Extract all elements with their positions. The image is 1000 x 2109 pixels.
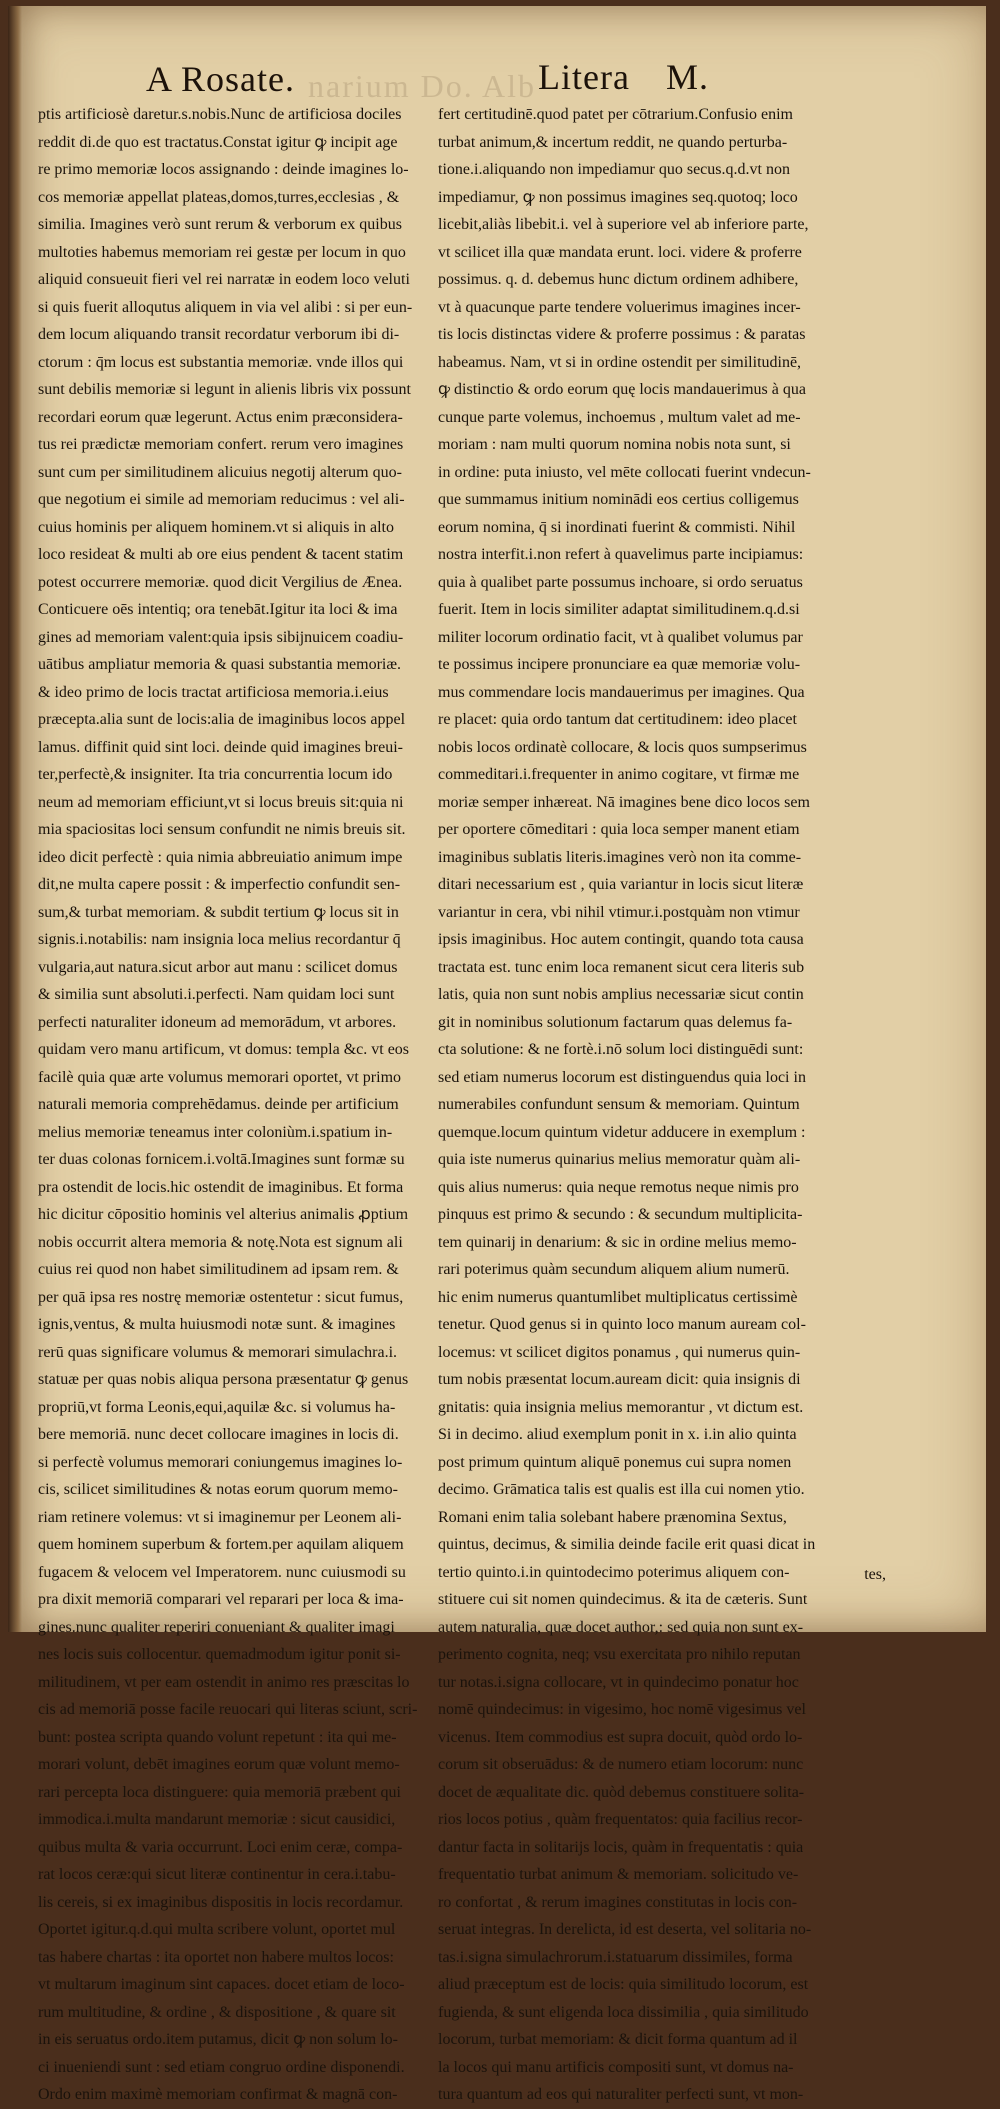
text-line: nes locis suis collocentur. quemadmodum igitur ponit si- — [38, 1646, 401, 1663]
text-line: signis.i.notabilis: nam insignia loca melius recordantur q̄ — [38, 931, 401, 948]
text-line: multoties habemus memoriam rei gestæ per locum in quo — [38, 243, 406, 261]
text-line: loco resideat & multi ab ore eius pendent & tacent statim — [38, 546, 404, 563]
text-line: perimento cognita, neq; vsu exercitata pro nihilo reputan — [438, 1646, 801, 1663]
text-line: ipsis imaginibus. Hoc autem contingit, quando tota causa — [438, 931, 804, 948]
text-line: ctorum : q̄m locus est substantia memoriæ. vnde illos qui — [38, 353, 404, 371]
text-line: corum sit obseruādus: & de numero etiam locorum: nunc — [438, 1756, 804, 1773]
left-text-column — [38, 101, 430, 2109]
text-line: latis, quia non sunt nobis amplius necessariæ sicut contin — [438, 986, 804, 1003]
text-line: recordari eorum quæ legerunt. Actus enim præconsidera- — [38, 408, 403, 426]
text-line: riam retinere volemus: vt si imaginemur per Leonem ali- — [38, 1508, 402, 1526]
text-line: militudinem, vt per eam ostendit in animo res præscitas lo — [38, 1673, 410, 1691]
text-line: imaginibus sublatis literis.imagines verò non ita comme- — [438, 848, 802, 866]
text-line: vt scilicet illa quæ mandata erunt. loci. videre & proferre — [438, 243, 802, 261]
text-line: ter duas colonas fornicem.i.voltā.Imagines sunt formæ su — [38, 1151, 405, 1168]
running-header — [8, 46, 986, 106]
text-line: ter,perfectè,& insigniter. Ita tria concurrentia locum ido — [38, 766, 393, 783]
text-line: possimus. q. d. debemus hunc dictum ordinem adhibere, — [438, 271, 799, 288]
text-line: si perfectè volumus memorari coniungemus imagines lo- — [38, 1453, 403, 1471]
text-line: morari volunt, debēt imagines eorum quæ volunt memo- — [38, 1756, 400, 1773]
text-line: ro confortat , & rerum imagines constitutas in locis con- — [438, 1893, 798, 1911]
text-line: gines.nunc qualiter reperiri conueniant & qualiter imagi — [38, 1618, 395, 1636]
text-line: ci inueniendi sunt : sed etiam congruo ordine disponendi. — [38, 2058, 405, 2076]
text-line: re primo memoriæ locos assignando : deinde imagines lo- — [38, 161, 409, 178]
text-line: nostra interfit.i.non refert à quavelimus parte incipiamus: — [438, 546, 804, 563]
header-left-title: A Rosate. — [146, 59, 295, 99]
text-line: Ordo enim maximè memoriam confirmat & magnā con- — [38, 2086, 398, 2103]
text-line: rat locos ceræ:qui sicut literæ continentur in cera.i.tabu- — [38, 1866, 396, 1883]
text-line: frequentatio turbat animum & memoriam. solicitudo ve- — [438, 1866, 799, 1883]
text-line: tis locis distinctas videre & proferre possimus : & paratas — [438, 326, 806, 343]
text-line: moriæ semper inhæreat. Nā imagines bene dico locos sem — [438, 793, 810, 811]
text-line: Si in decimo. aliud exemplum ponit in x. i.in alio quinta — [438, 1426, 797, 1443]
text-line: fert certitudinē.quod patet per cōtrarium.Confusio enim — [438, 106, 793, 123]
text-line: cta solutione: & ne fortè.i.nō solum loci distinguēdi sunt: — [438, 1041, 804, 1058]
text-line: quibus multa & varia occurrunt. Loci enim ceræ, compa- — [38, 1838, 403, 1856]
text-line: stituere cui sit nomen quindecimus. & ita de cæteris. Sunt — [438, 1591, 808, 1608]
header-right-word: Litera — [538, 57, 630, 97]
text-line: pra ostendit de locis.hic ostendit de imaginibus. Et forma — [38, 1178, 404, 1196]
text-line: bere memoriā. nunc decet collocare imagines in locis di. — [38, 1426, 399, 1443]
text-line: cis, scilicet similitudines & notas eorum quorum memo- — [38, 1481, 398, 1498]
text-line: tur notas.i.signa collocare, vt in quindecimo ponatur hoc — [438, 1673, 799, 1691]
text-line: tem quinarij in denarium: & sic in ordine melius memo- — [438, 1233, 797, 1251]
text-line: rios locos potius , quàm frequentatos: quia facilius recor- — [438, 1811, 803, 1828]
text-line: commeditari.i.frequenter in animo cogitare, vt firmæ me — [438, 766, 800, 783]
text-line: tas.i.signa simulachrorum.i.statuarum dissimiles, forma — [438, 1948, 793, 1966]
text-line: ignis,ventus, & multa huiusmodi notæ sunt. & imagines — [38, 1316, 396, 1333]
text-line: rum multitudine, & ordine , & dispositione , & quare sit — [38, 2003, 396, 2021]
text-line: & similia sunt absoluti.i.perfecti. Nam quidam loci sunt — [38, 986, 395, 1003]
text-line: si quis fuerit alloqutus aliquem in via vel alibi : si per eun- — [38, 298, 413, 316]
text-line: sunt debilis memoriæ si legunt in alienis libris vix possunt — [38, 381, 411, 398]
text-line: te possimus incipere pronunciare ea quæ memoriæ volu- — [438, 656, 801, 673]
text-line: tertio quinto.i.in quintodecimo poterimus aliquem con- — [438, 1563, 790, 1581]
text-line: similia. Imagines verò sunt rerum & verborum ex quibus — [38, 216, 402, 233]
text-line: ditari necessarium est , quia variantur in locis sicut literæ — [438, 876, 804, 893]
text-line: militer locorum ordinatio facit, vt à qualibet volumus par — [438, 628, 803, 646]
text-line: quia iste numerus quinarius melius memoratur quàm ali- — [438, 1151, 801, 1168]
text-line: la locos qui manu artificis compositi sunt, vt domus na- — [438, 2058, 794, 2076]
text-line: impediamur, ꝙ non possimus imagines seq.quotoq; loco — [438, 188, 798, 206]
text-line: cis ad memoriā posse facile reuocari qui literas sciunt, scri- — [38, 1701, 418, 1718]
text-line: habeamus. Nam, vt si in ordine ostendit per similitudinē, — [438, 353, 802, 371]
text-line: rari percepta loca distinguere: quia memoriā præbent qui — [38, 1783, 401, 1801]
text-line: quemque.locum quintum videtur adducere in exemplum : — [438, 1123, 806, 1141]
text-line: quidam vero manu artificum, vt domus: templa &c. vt eos — [38, 1041, 410, 1058]
text-line: git in nominibus solutionum factarum quas delemus fa- — [438, 1013, 793, 1031]
bleed-through-text: narium Do. Alb — [308, 68, 536, 104]
text-line: tus rei prædictæ memoriam confert. rerum vero imagines — [38, 436, 404, 453]
text-line: ptis artificiosè daretur.s.nobis.Nunc de artificiosa dociles — [38, 106, 402, 123]
text-line: cuius rei quod non habet similitudinem ad ipsam rem. & — [38, 1261, 399, 1278]
text-line: ideo dicit perfectè : quia nimia abbreuiatio animum impe — [38, 848, 403, 866]
text-line: hic enim numerus quantumlibet multiplicatus certissimè — [438, 1288, 798, 1306]
text-line: fugacem & velocem vel Imperatorem. nunc cuiusmodi su — [38, 1563, 406, 1581]
text-line: sunt cum per similitudinem alicuius negotij alterum quo- — [38, 463, 402, 481]
text-line: variantur in cera, vbi nihil vtimur.i.postquàm non vtimur — [438, 903, 800, 921]
text-line: dit,ne multa capere possit : & imperfectio confundit sen- — [38, 876, 401, 893]
text-line: fugienda, & sunt eligenda loca dissimilia , quia similitudo — [438, 2003, 809, 2021]
text-line: pra dixit memoriā comparari vel reparari per loca & ima- — [38, 1591, 404, 1608]
text-line: Romani enim talia solebant habere prænomina Sextus, — [438, 1508, 787, 1526]
text-line: cunque parte volemus, inchoemus , multum valet ad me- — [438, 408, 801, 426]
text-line: in eis seruatus ordo.item putamus, dicit ꝙ non solum lo- — [38, 2031, 398, 2048]
text-line: locemus: vt scilicet digitos ponamus , qui numerus quin- — [438, 1343, 801, 1361]
text-line: quem hominem superbum & fortem.per aquilam aliquem — [38, 1536, 404, 1553]
text-line: rari poterimus quàm secundum aliquem alium numerū. — [438, 1261, 790, 1278]
text-line: per oportere cōmeditari : quia loca semper manent etiam — [438, 821, 800, 838]
text-line: docet de æqualitate dic. quòd debemus constituere solita- — [438, 1783, 805, 1801]
text-line: tractata est. tunc enim loca remanent sicut cera literis sub — [438, 958, 805, 976]
text-line: lis cereis, si ex imaginibus dispositis in locis recordamur. — [38, 1893, 404, 1911]
text-line: mia spaciositas loci sensum confundit ne nimis breuis sit. — [38, 821, 406, 838]
text-line: quintus, decimus, & similia deinde facile erit quasi dicat in — [438, 1536, 816, 1553]
header-right-letter: M. — [665, 57, 709, 97]
text-line: tenetur. Quod genus si in quinto loco manum auream col- — [438, 1316, 806, 1333]
text-line: mus commendare locis mandauerimus per imagines. Qua — [438, 683, 805, 701]
text-line: perfecti naturaliter idoneum ad memorādum, vt arbores. — [38, 1013, 397, 1031]
text-line: tum nobis præsentat locum.auream dicit: quia insignis di — [438, 1371, 801, 1388]
text-line: turbat animum,& incertum reddit, ne quando perturba- — [438, 133, 788, 151]
text-line: per quā ipsa res nostrę memoriæ ostentetur : sicut fumus, — [38, 1288, 404, 1306]
page-gutter-shadow — [8, 6, 22, 1632]
text-line: lamus. diffinit quid sint loci. deinde quid imagines breui- — [38, 738, 403, 756]
text-line: hic dicitur cōpositio hominis vel alterius animalis ꝓptium — [38, 1206, 409, 1223]
text-line: gnitatis: quia insignia melius memorantur , vt dictum est. — [438, 1398, 804, 1416]
text-line: & ideo primo de locis tractat artificiosa memoria.i.eius — [38, 683, 389, 701]
text-line: eorum nomina, q̄ si inordinati fuerint & commisti. Nihil — [438, 518, 796, 536]
catchword: tes, — [864, 1566, 886, 1583]
text-line: dantur facta in solitarijs locis, quàm in frequentatis : quia — [438, 1838, 804, 1856]
text-line: que summamus initium nominādi eos certius colligemus — [438, 491, 799, 508]
text-line: licebit,aliàs libebit.i. vel à superiore vel ab inferiore parte, — [438, 216, 809, 233]
text-line: que negotium ei simile ad memoriam reducimus : vel ali- — [38, 491, 405, 508]
text-line: locorum, turbat memoriam: & dicit forma quantum ad il — [438, 2031, 798, 2048]
text-line: immodica.i.multa mandarunt memoriæ : sicut causidici, — [38, 1811, 396, 1828]
text-line: melius memoriæ teneamus inter coloniùm.i.spatium in- — [38, 1123, 393, 1141]
text-line: fuerit. Item in locis similiter adaptat similitudinem.q.d.si — [438, 601, 800, 618]
text-line: gines ad memoriam valent:quia ipsis sibijnuicem coadiu- — [38, 628, 404, 646]
text-line: moriam : nam multi quorum nomina nobis nota sunt, si — [438, 436, 791, 453]
text-line: potest occurrere memoriæ. quod dicit Vergilius de Ænea. — [38, 573, 403, 591]
text-line: tione.i.aliquando non impediamur quo secus.q.d.vt non — [438, 161, 790, 178]
text-line: propriū,vt forma Leonis,equi,aquilæ &c. si volumus ha- — [38, 1398, 396, 1416]
text-line: nobis locos ordinatè collocare, & locis quos sumpserimus — [438, 738, 807, 756]
text-line: tura quantum ad eos qui naturaliter perfecti sunt, vt mon- — [438, 2086, 804, 2103]
text-line: aliquid consueuit fieri vel rei narratæ in eodem loco veluti — [38, 271, 410, 288]
text-line: vulgaria,aut natura.sicut arbor aut manu : scilicet domus — [38, 958, 398, 976]
text-line: præcepta.alia sunt de locis:alia de imaginibus locos appel — [38, 711, 406, 728]
text-line: pinquus est primo & secundo : & secundum multiplicita- — [438, 1206, 803, 1223]
book-page — [8, 6, 986, 2103]
text-line: rerū quas significare volumus & memorari simulachra.i. — [38, 1343, 398, 1361]
text-line: post primum quintum aliquē ponemus cui supra nomen — [438, 1453, 792, 1471]
text-line: facilè quia quæ arte volumus memorari oportet, vt primo — [38, 1068, 402, 1086]
text-line: uātibus ampliatur memoria & quasi substantia memoriæ. — [38, 656, 402, 673]
text-line: quia à qualibet parte possumus inchoare, si ordo seruatus — [438, 573, 803, 591]
text-line: autem naturalia, quæ docet author,: sed quia non sunt ex- — [438, 1618, 804, 1636]
text-line: vt multarum imaginum sint capaces. docet etiam de loco- — [38, 1976, 405, 1993]
text-line: nobis occurrit altera memoria & notę.Nota est signum ali — [38, 1233, 403, 1251]
text-line: neum ad memoriam efficiunt,vt si locus breuis sit:quia ni — [38, 793, 404, 811]
text-line: cuius hominis per aliquem hominem.vt si aliquis in alto — [38, 518, 394, 536]
text-line: ꝙ distinctio & ordo eorum quę locis mandauerimus à qua — [438, 381, 806, 398]
text-line: in ordine: puta iniusto, vel mēte collocati fuerint vndecun- — [438, 463, 811, 481]
text-line: numerabiles confundunt sensum & memoriam. Quintum — [438, 1096, 800, 1113]
text-line: aliud præceptum est de locis: quia similitudo locorum, est — [438, 1976, 809, 1993]
text-line: reddit di.de quo est tractatus.Constat igitur ꝙ incipit age — [38, 133, 398, 151]
text-line: tas habere chartas : ita oportet non habere multos locos: — [38, 1948, 394, 1966]
right-text-column — [438, 101, 838, 2109]
text-line: dem locum aliquando transit recordatur verborum ibi di- — [38, 326, 400, 343]
text-line: Oportet igitur.q.d.qui multa scribere volunt, oportet mul — [38, 1921, 396, 1938]
text-line: sed etiam numerus locorum est distinguendus quia loci in — [438, 1068, 806, 1086]
text-line: vicenus. Item commodius est supra docuit, quòd ordo lo- — [438, 1728, 803, 1746]
text-line: naturali memoria comprehēdamus. deinde per artificium — [38, 1096, 399, 1113]
text-line: quis alius numerus: quia neque remotus neque nimis pro — [438, 1178, 799, 1196]
text-line: seruat integras. In derelicta, id est deserta, vel solitaria no- — [438, 1921, 812, 1938]
text-line: Conticuere oēs intentiq; ora tenebāt.Igitur ita loci & ima — [38, 601, 398, 618]
text-line: nomē quindecimus: in vigesimo, hoc nomē vigesimus vel — [438, 1701, 806, 1718]
text-line: decimo. Grāmatica talis est qualis est illa cui nomen ytio. — [438, 1481, 805, 1498]
text-line: re placet: quia ordo tantum dat certitudinem: ideo placet — [438, 711, 797, 728]
text-line: statuæ per quas nobis aliqua persona præsentatur ꝙ genus — [38, 1371, 409, 1388]
text-line: bunt: postea scripta quando volunt repetunt : ita qui me- — [38, 1728, 397, 1746]
header-right-title — [538, 56, 709, 98]
text-line: vt à quacunque parte tendere voluerimus imagines incer- — [438, 298, 801, 316]
text-line: cos memoriæ appellat plateas,domos,turres,ecclesias , & — [38, 188, 400, 206]
text-line: sum,& turbat memoriam. & subdit tertium ꝙ locus sit in — [38, 903, 399, 921]
